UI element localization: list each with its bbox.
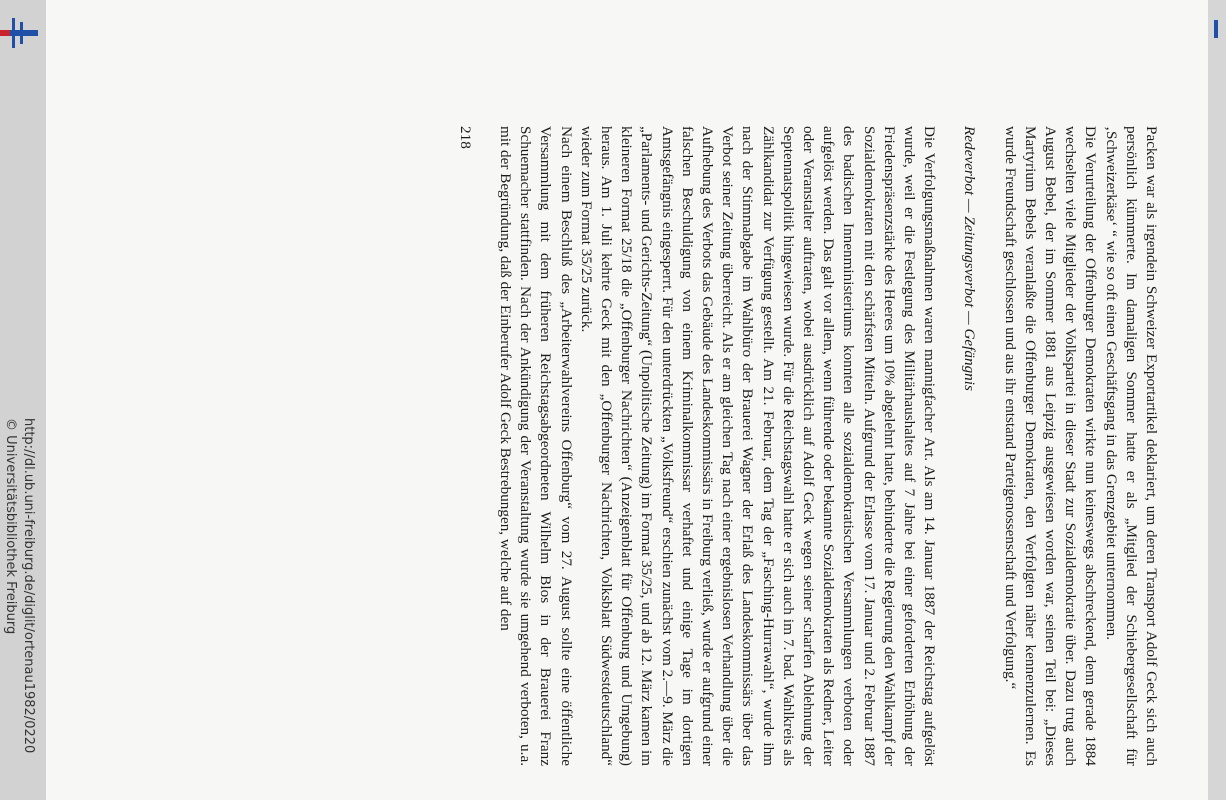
- page-number: 218: [456, 126, 474, 149]
- rotated-text-block: [455, 126, 1162, 766]
- source-url[interactable]: http://dl.ub.uni-freiburg.de/diglit/ortenau1982/0220: [21, 418, 36, 754]
- paragraph-1: Packen war als irgendein Schweizer Exportartikel deklariert, um deren Transport Adolf Geck sich auch persönlich kümmerte. Im damaligen Sommer hatte er als „Mitglied der Schiebergesellschaft für ‚Schweizerkäse‘ “ wie so oft einen Geschäftsgang in das Grenzgebiet unternommen.: [1102, 126, 1160, 766]
- left-margin: [0, 0, 46, 800]
- source-citation: [1, 418, 37, 753]
- scanned-page: [46, 0, 1208, 800]
- right-margin: [1208, 0, 1226, 800]
- section-heading: Redeverbot — Zeitungsverbot — Gefängnis: [961, 126, 979, 391]
- paragraph-2: Die Verurteilung der Offenburger Demokraten wirkte nun keineswegs abschreckend, denn gerade 1884 wechselten viele Mitglieder der Volkspartei in dieser Stadt zur Sozialdemokratie über. Dazu trug auch August Bebel, der im Sommer 1881 aus Leipzig ausgewiesen worden war, seinen Teil bei: „Dieses Martyrium Bebels veranlaßte die Offenburger Demokraten, den Verfolgten näher kennenzulernen. Es wurde Freundschaft geschlossen und aus ihr entstand Parteigenossenschaft und Verfolgung.“: [1001, 126, 1100, 766]
- copyright-notice: © Universitätsbibliothek Freiburg: [3, 418, 18, 635]
- edge-marker-icon: [1214, 20, 1218, 38]
- paragraph-3: Die Verfolgungsmaßnahmen waren mannigfacher Art. Als am 14. Januar 1887 der Reichstag aufgelöst wurde, weil er die Festlegung des Militärhaushaltes auf 7 Jahre bei einer geforderten Erhöhung der Friedenspräsenzstärke des Heeres um 10% abgelehnt hatte, behinderte die Regierung den Wahlkampf der Sozialdemokraten mit den schärfsten Mitteln. Aufgrund der Erlasse vom 17. Januar und 2. Februar 1887 des badischen Innenministeriums konnten alle sozialdemokratischen Versammlungen verboten oder aufgelöst werden. Das galt vor allem, wenn führende oder bekannte Sozialdemokraten als Redner, Leiter oder Veranstalter auftraten, wobei ausdrücklich auf Adolf Geck wegen seiner scharfen Ablehnung der Septennatspolitik hingewiesen wurde. Für die Reichstagswahl hatte er sich auch im 7. bad. Wahlkreis als Zählkandidat zur Verfügung gestellt. Am 21. Februar, dem Tag der „Fasching-Hurrawahl“, wurde ihm nach der Stimmabgabe im Wahlbüro der Brauerei Wagner der Erlaß des Landeskommissärs über das Verbot seiner Zeitung überreicht. Als er am gleichen Tag nach einer ergebnislosen Verhandlung über die Aufhebung des Verbots das Gebäude des Landeskommissärs in Freiburg verließ, wurde er aufgrund einer falschen Beschuldigung von einem Kriminalkommissar verhaftet und einige Tage im dortigen Amtsgefängnis eingesperrt. Für den unterdrückten „Volksfreund“ erschien zunächst vom 2.—9. März die „Parlaments- und Gerichts-Zeitung“ (Unpolitische Zeitung) im Format 35/25, und ab 12. März kamen im kleineren Format 25/18 die „Offenburger Nachrichten“ (Anzeigenblatt für Offenburg und Umgebung) heraus. Am 1. Juli kehrte Geck mit den „Offenburger Nachrichten, Volksblatt Südwestdeutschland“ wieder zum Format 35/25 zurück.: [577, 126, 939, 766]
- paragraph-4: Nach einem Beschluß des „Arbeiterwahlvereins Offenburg“ vom 27. August sollte eine öffentliche Versammlung mit dem früheren Reichstagsabgeordneten Wilhelm Blos in der Brauerei Franz Schuemacher stattfinden. Nach der Ankündigung der Veranstaltung wurde sie umgehend verboten, u.a. mit der Begründung, daß der Einberufer Adolf Geck Bestrebungen, welche auf den: [496, 126, 575, 766]
- library-logo-icon: [0, 18, 40, 48]
